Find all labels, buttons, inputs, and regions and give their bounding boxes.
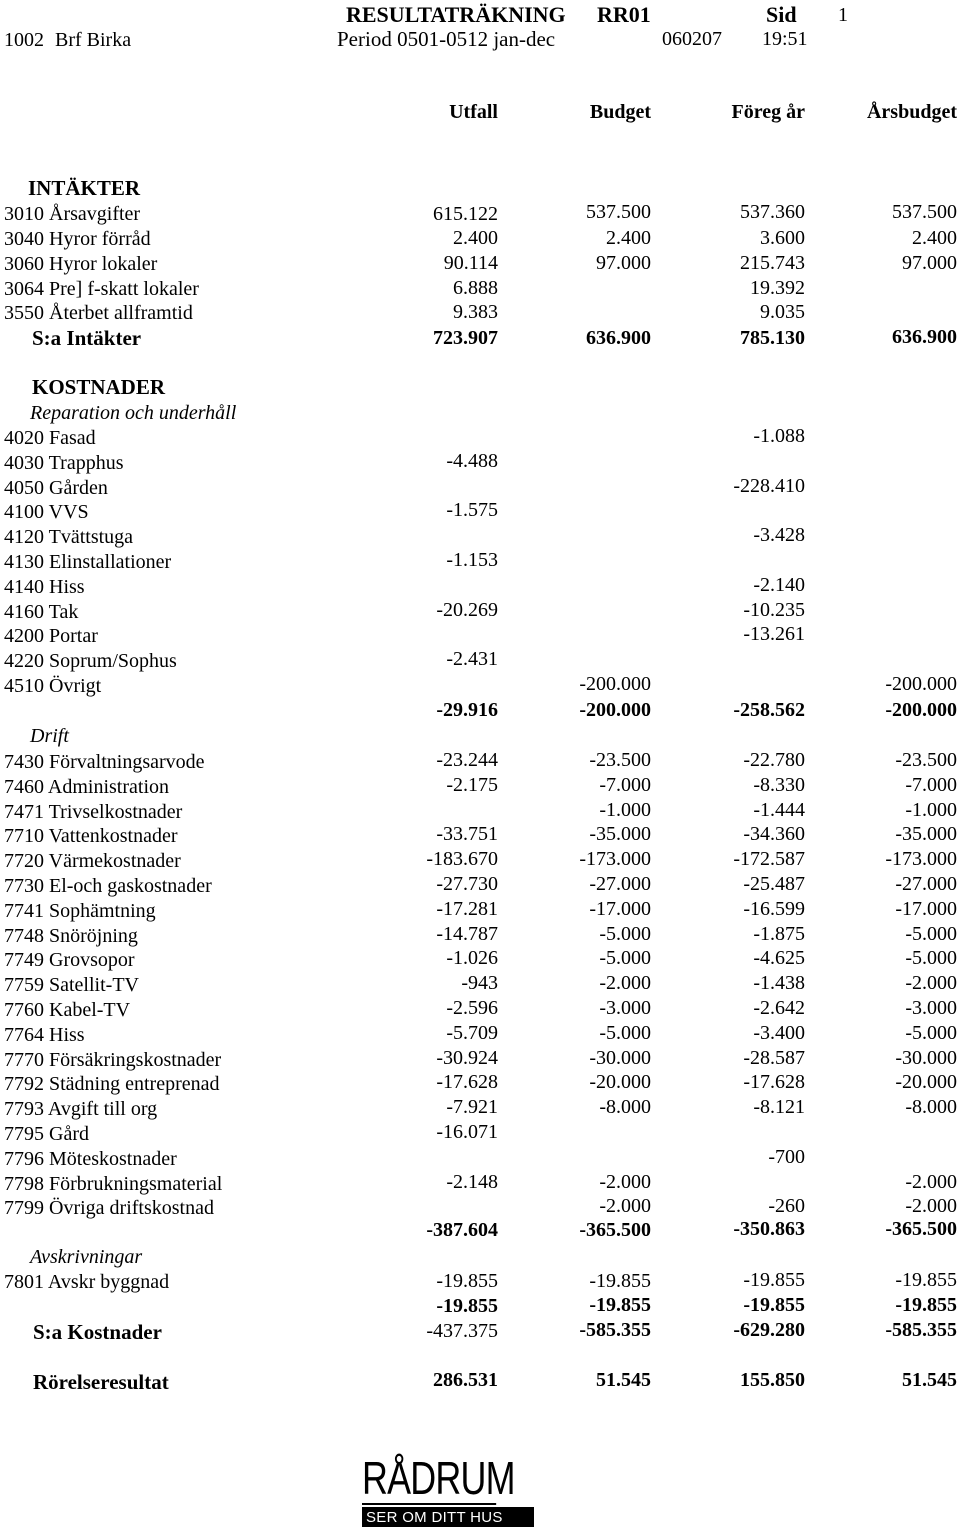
value-utfall: -183.670 (426, 848, 498, 870)
row-label: 7730 El-och gaskostnader (4, 875, 212, 897)
row-label: 3040 Hyror förråd (4, 228, 151, 250)
company-name: Brf Birka (55, 29, 132, 51)
value-utfall: -19.855 (436, 1295, 498, 1317)
row-label: 7430 Förvaltningsarvode (4, 751, 205, 773)
value-arsbudget: -173.000 (885, 848, 957, 870)
value-foreg-ar: 785.130 (740, 327, 805, 349)
value-arsbudget: -8.000 (905, 1096, 957, 1118)
value-budget: 537.500 (586, 201, 651, 223)
value-utfall: -23.244 (436, 749, 498, 771)
value-foreg-ar: -22.780 (743, 749, 805, 771)
row-label: 7801 Avskr byggnad (4, 1271, 170, 1293)
value-budget: 2.400 (606, 227, 651, 249)
value-budget: -17.000 (589, 898, 651, 920)
row-label: 3060 Hyror lokaler (4, 253, 158, 275)
costs-section-title: KOSTNADER (32, 375, 166, 399)
column-header-arsbudget: Årsbudget (866, 101, 957, 123)
value-foreg-ar: -172.587 (733, 848, 805, 870)
value-foreg-ar: 215.743 (740, 252, 805, 274)
value-arsbudget: 51.545 (902, 1369, 957, 1391)
row-label: 7770 Försäkringskostnader (4, 1049, 222, 1071)
value-foreg-ar: 9.035 (760, 301, 805, 323)
value-utfall: -943 (461, 972, 498, 994)
value-budget: -1.000 (599, 799, 651, 821)
value-arsbudget: -19.855 (895, 1269, 957, 1291)
value-foreg-ar: -629.280 (733, 1319, 805, 1341)
value-utfall: -7.921 (446, 1096, 498, 1118)
income-section-title: INTÄKTER (28, 176, 141, 200)
row-label: 7749 Grovsopor (4, 949, 135, 971)
value-arsbudget: 636.900 (892, 326, 957, 348)
row-label: 4510 Övrigt (4, 675, 102, 697)
value-arsbudget: -27.000 (895, 873, 957, 895)
row-label: 4050 Gården (4, 477, 108, 499)
value-foreg-ar: -19.855 (743, 1294, 805, 1316)
value-foreg-ar: -228.410 (733, 475, 805, 497)
row-label: 7741 Sophämtning (4, 900, 156, 922)
value-foreg-ar: -2.642 (753, 997, 805, 1019)
value-budget: -19.855 (589, 1294, 651, 1316)
row-label: 7759 Satellit-TV (4, 974, 139, 996)
value-budget: -20.000 (589, 1071, 651, 1093)
value-utfall: 90.114 (443, 252, 498, 274)
value-utfall: -29.916 (436, 699, 498, 721)
logo-wordmark: RÅDRUM (362, 1452, 515, 1504)
value-foreg-ar: -1.875 (753, 923, 805, 945)
value-utfall: -19.855 (436, 1270, 498, 1292)
row-label: 3010 Årsavgifter (4, 203, 141, 225)
value-budget: -2.000 (599, 1171, 651, 1193)
value-budget: -5.000 (599, 947, 651, 969)
value-utfall: -4.488 (446, 450, 498, 472)
row-label: 4120 Tvättstuga (4, 526, 134, 548)
value-utfall: -1.575 (446, 499, 498, 521)
report-title: RESULTATRÄKNING (346, 2, 566, 27)
value-foreg-ar: -3.400 (753, 1022, 805, 1044)
value-budget: -27.000 (589, 873, 651, 895)
value-arsbudget: -2.000 (905, 1171, 957, 1193)
value-budget: 51.545 (596, 1369, 651, 1391)
value-arsbudget: -2.000 (905, 1195, 957, 1217)
row-label: 7799 Övriga driftskostnad (4, 1197, 214, 1219)
value-budget: -23.500 (589, 749, 651, 771)
value-utfall: 723.907 (433, 327, 498, 349)
cost-total-label: S:a Kostnader (33, 1320, 162, 1344)
value-budget: 636.900 (586, 327, 651, 349)
value-foreg-ar: -2.140 (753, 574, 805, 596)
row-label: 7798 Förbrukningsmaterial (4, 1173, 223, 1195)
value-budget: -7.000 (599, 774, 651, 796)
page-number: 1 (838, 4, 848, 26)
radrum-logo (362, 1452, 534, 1527)
value-foreg-ar: 537.360 (740, 201, 805, 223)
value-utfall: 6.888 (453, 277, 498, 299)
value-arsbudget: -5.000 (905, 1022, 957, 1044)
value-utfall: -16.071 (436, 1121, 498, 1143)
row-label: 4160 Tak (4, 601, 79, 623)
value-arsbudget: -20.000 (895, 1071, 957, 1093)
column-header-foreg-ar: Föreg år (731, 101, 805, 123)
row-label: 4020 Fasad (4, 427, 96, 449)
value-arsbudget: -23.500 (895, 749, 957, 771)
value-utfall: -2.148 (446, 1171, 498, 1193)
value-budget: 97.000 (596, 252, 651, 274)
value-utfall: -437.375 (426, 1320, 498, 1342)
value-foreg-ar: -258.562 (733, 699, 805, 721)
row-label: 7720 Värmekostnader (4, 850, 181, 872)
page-label: Sid (766, 2, 797, 27)
value-foreg-ar: -3.428 (753, 524, 805, 546)
report-time: 19:51 (762, 28, 808, 50)
value-arsbudget: -3.000 (905, 997, 957, 1019)
row-label: 7748 Snöröjning (4, 925, 138, 947)
logo-tagline: SER OM DITT HUS (362, 1507, 534, 1527)
value-foreg-ar: -10.235 (743, 599, 805, 621)
row-label: 7792 Städning entreprenad (4, 1073, 220, 1095)
value-arsbudget: -35.000 (895, 823, 957, 845)
value-foreg-ar: -34.360 (743, 823, 805, 845)
value-utfall: -5.709 (446, 1022, 498, 1044)
value-utfall: -27.730 (436, 873, 498, 895)
value-budget: -5.000 (599, 923, 651, 945)
value-budget: -35.000 (589, 823, 651, 845)
value-utfall: -1.026 (446, 947, 498, 969)
value-foreg-ar: -350.863 (733, 1218, 805, 1240)
value-foreg-ar: -1.444 (753, 799, 805, 821)
value-foreg-ar: -8.121 (753, 1096, 805, 1118)
row-label: 3550 Återbet allframtid (4, 302, 193, 324)
value-foreg-ar: -260 (768, 1195, 805, 1217)
depreciation-subtitle: Avskrivningar (30, 1246, 143, 1268)
report-period: Period 0501-0512 jan-dec (337, 27, 556, 51)
value-utfall: 615.122 (433, 203, 498, 225)
value-foreg-ar: 19.392 (750, 277, 805, 299)
value-foreg-ar: -16.599 (743, 898, 805, 920)
value-arsbudget: -30.000 (895, 1047, 957, 1069)
value-budget: -365.500 (579, 1219, 651, 1241)
value-arsbudget: 97.000 (902, 252, 957, 274)
value-utfall: -387.604 (426, 1219, 498, 1241)
value-foreg-ar: -19.855 (743, 1269, 805, 1291)
value-utfall: -17.628 (436, 1071, 498, 1093)
row-label: 7471 Trivselkostnader (4, 801, 183, 823)
value-foreg-ar: -28.587 (743, 1047, 805, 1069)
value-foreg-ar: -8.330 (753, 774, 805, 796)
value-foreg-ar: -13.261 (743, 623, 805, 645)
row-label: 4140 Hiss (4, 576, 85, 598)
company-code: 1002 (4, 29, 44, 51)
value-foreg-ar: -4.625 (753, 947, 805, 969)
value-arsbudget: -19.855 (895, 1294, 957, 1316)
row-label: 4200 Portar (4, 625, 98, 647)
income-total-label: S:a Intäkter (32, 326, 142, 350)
value-budget: -3.000 (599, 997, 651, 1019)
value-budget: -173.000 (579, 848, 651, 870)
value-arsbudget: -200.000 (885, 673, 957, 695)
value-utfall: -2.175 (446, 774, 498, 796)
operations-subtitle: Drift (30, 725, 69, 747)
value-utfall: -14.787 (436, 923, 498, 945)
value-arsbudget: -17.000 (895, 898, 957, 920)
value-budget: -200.000 (579, 673, 651, 695)
row-label: 4030 Trapphus (4, 452, 124, 474)
value-utfall: -2.431 (446, 648, 498, 670)
row-label: 3064 Pre] f-skatt lokaler (4, 278, 199, 300)
repairs-subtitle: Reparation och underhåll (30, 402, 237, 424)
value-foreg-ar: -25.487 (743, 873, 805, 895)
row-label: 7796 Möteskostnader (4, 1148, 177, 1170)
value-foreg-ar: -1.438 (753, 972, 805, 994)
value-foreg-ar: 3.600 (760, 227, 805, 249)
value-budget: -30.000 (589, 1047, 651, 1069)
report-date: 060207 (662, 28, 722, 50)
value-foreg-ar: -700 (768, 1146, 805, 1168)
row-label: 4130 Elinstallationer (4, 551, 172, 573)
value-arsbudget: -200.000 (885, 699, 957, 721)
column-header-budget: Budget (589, 101, 651, 123)
row-label: 7764 Hiss (4, 1024, 85, 1046)
operating-result-label: Rörelseresultat (33, 1370, 169, 1394)
value-foreg-ar: -1.088 (753, 425, 805, 447)
value-budget: -8.000 (599, 1096, 651, 1118)
value-arsbudget: -585.355 (885, 1319, 957, 1341)
row-label: 7710 Vattenkostnader (4, 825, 178, 847)
value-utfall: 286.531 (433, 1369, 498, 1391)
row-label: 7460 Administration (4, 776, 169, 798)
row-label: 7793 Avgift till org (4, 1098, 158, 1120)
value-arsbudget: 537.500 (892, 201, 957, 223)
value-utfall: -2.596 (446, 997, 498, 1019)
value-utfall: -33.751 (436, 823, 498, 845)
value-budget: -19.855 (589, 1270, 651, 1292)
value-arsbudget: -7.000 (905, 774, 957, 796)
value-arsbudget: -1.000 (905, 799, 957, 821)
value-utfall: 2.400 (453, 227, 498, 249)
row-label: 4220 Soprum/Sophus (4, 650, 177, 672)
value-budget: -2.000 (599, 1195, 651, 1217)
value-foreg-ar: -17.628 (743, 1071, 805, 1093)
value-arsbudget: -5.000 (905, 923, 957, 945)
value-budget: -585.355 (579, 1319, 651, 1341)
value-arsbudget: 2.400 (912, 227, 957, 249)
value-utfall: 9.383 (453, 301, 498, 323)
value-foreg-ar: 155.850 (740, 1369, 805, 1391)
value-utfall: -17.281 (436, 898, 498, 920)
row-label: 4100 VVS (4, 501, 89, 523)
value-utfall: -30.924 (436, 1047, 498, 1069)
value-utfall: -1.153 (446, 549, 498, 571)
value-utfall: -20.269 (436, 599, 498, 621)
column-header-utfall: Utfall (449, 101, 498, 123)
row-label: 7760 Kabel-TV (4, 999, 131, 1021)
value-arsbudget: -5.000 (905, 947, 957, 969)
value-arsbudget: -2.000 (905, 972, 957, 994)
report-code: RR01 (597, 2, 651, 27)
value-budget: -2.000 (599, 972, 651, 994)
value-arsbudget: -365.500 (885, 1218, 957, 1240)
row-label: 7795 Gård (4, 1123, 89, 1145)
value-budget: -200.000 (579, 699, 651, 721)
value-budget: -5.000 (599, 1022, 651, 1044)
